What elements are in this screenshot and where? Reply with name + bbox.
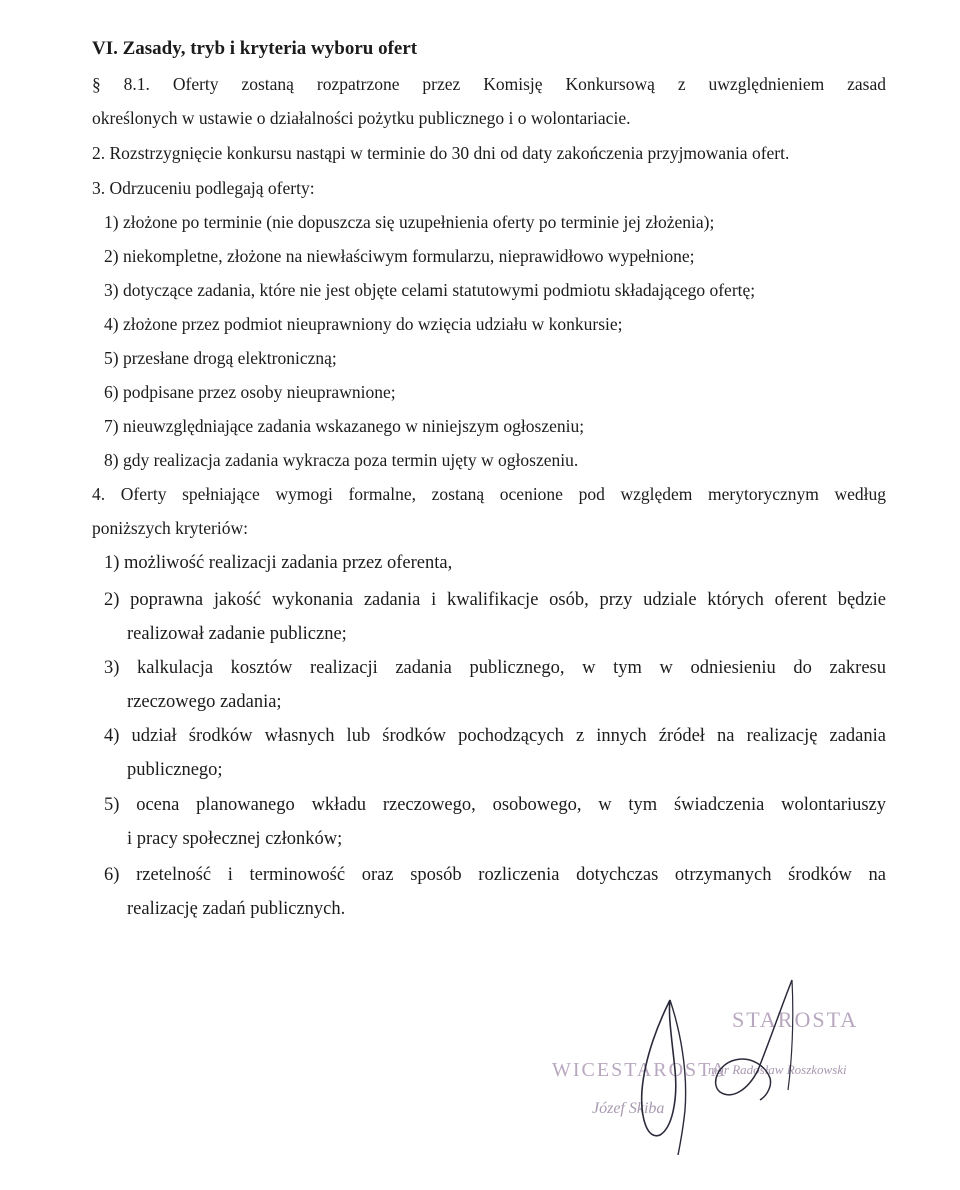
paragraph-4-line-1: 4. Oferty spełniające wymogi formalne, zostaną ocenione pod względem merytorycznym według — [92, 484, 886, 504]
rejection-item: 2) niekompletne, złożone na niewłaściwym formularzu, nieprawidłowo wypełnione; — [104, 246, 695, 266]
paragraph-4-line-2: poniższych kryteriów: — [92, 518, 248, 538]
wicestarosta-stamp: WICESTAROSTA — [552, 1059, 728, 1081]
rejection-item: 6) podpisane przez osoby nieuprawnione; — [104, 382, 396, 402]
criterion-line-2: realizował zadanie publiczne; — [127, 624, 347, 644]
section-heading: VI. Zasady, tryb i kryteria wyboru ofert — [92, 38, 418, 59]
rejection-item: 1) złożone po terminie (nie dopuszcza się uzupełnienia oferty po terminie jej złożenia); — [104, 212, 715, 232]
criterion-line-1: 5) ocena planowanego wkładu rzeczowego, osobowego, w tym świadczenia wolontariuszy — [104, 795, 886, 815]
rejection-item: 7) nieuwzględniające zadania wskazanego w niniejszym ogłoszeniu; — [104, 416, 585, 436]
handwritten-signature — [520, 960, 820, 1160]
paragraph-8-1-line-1: § 8.1. Oferty zostaną rozpatrzone przez Komisję Konkursową z uwzględnieniem zasad — [92, 74, 886, 94]
starosta-stamp-name: mgr Radosław Roszkowski — [708, 1062, 847, 1077]
wicestarosta-stamp-name: Józef Skiba — [592, 1100, 665, 1117]
criterion-line-2: realizację zadań publicznych. — [127, 899, 346, 919]
rejection-item: 3) dotyczące zadania, które nie jest objęte celami statutowymi podmiotu składającego ofertę; — [104, 280, 756, 300]
criterion-line-1: 2) poprawna jakość wykonania zadania i kwalifikacje osób, przy udziale których oferent będzie — [104, 590, 886, 610]
criterion-line-1: 4) udział środków własnych lub środków pochodzących z innych źródeł na realizację zadania — [104, 726, 886, 746]
signature-stroke-3 — [716, 980, 792, 1100]
criterion-line-1: 1) możliwość realizacji zadania przez oferenta, — [104, 553, 453, 573]
rejection-item: 8) gdy realizacja zadania wykracza poza termin ujęty w ogłoszeniu. — [104, 450, 579, 470]
signature-stroke-1 — [642, 1000, 676, 1136]
rejection-item: 5) przesłane drogą elektroniczną; — [104, 348, 337, 368]
signature-stroke-4 — [788, 980, 793, 1090]
criterion-line-2: rzeczowego zadania; — [127, 692, 282, 712]
signature-stroke-2 — [670, 1000, 686, 1155]
paragraph-3: 3. Odrzuceniu podlegają oferty: — [92, 178, 315, 198]
starosta-stamp: STAROSTA — [732, 1007, 859, 1032]
rejection-item: 4) złożone przez podmiot nieuprawniony do wzięcia udziału w konkursie; — [104, 314, 623, 334]
criterion-line-1: 6) rzetelność i terminowość oraz sposób rozliczenia dotychczas otrzymanych środków na — [104, 865, 886, 885]
criterion-line-1: 3) kalkulacja kosztów realizacji zadania publicznego, w tym w odniesieniu do zakresu — [104, 658, 886, 678]
paragraph-8-1-line-2: określonych w ustawie o działalności pożytku publicznego i o wolontariacie. — [92, 108, 631, 128]
paragraph-2: 2. Rozstrzygnięcie konkursu nastąpi w terminie do 30 dni od daty zakończenia przyjmowania ofert. — [92, 143, 790, 163]
criterion-line-2: publicznego; — [127, 760, 223, 780]
criterion-line-2: i pracy społecznej członków; — [127, 829, 343, 849]
